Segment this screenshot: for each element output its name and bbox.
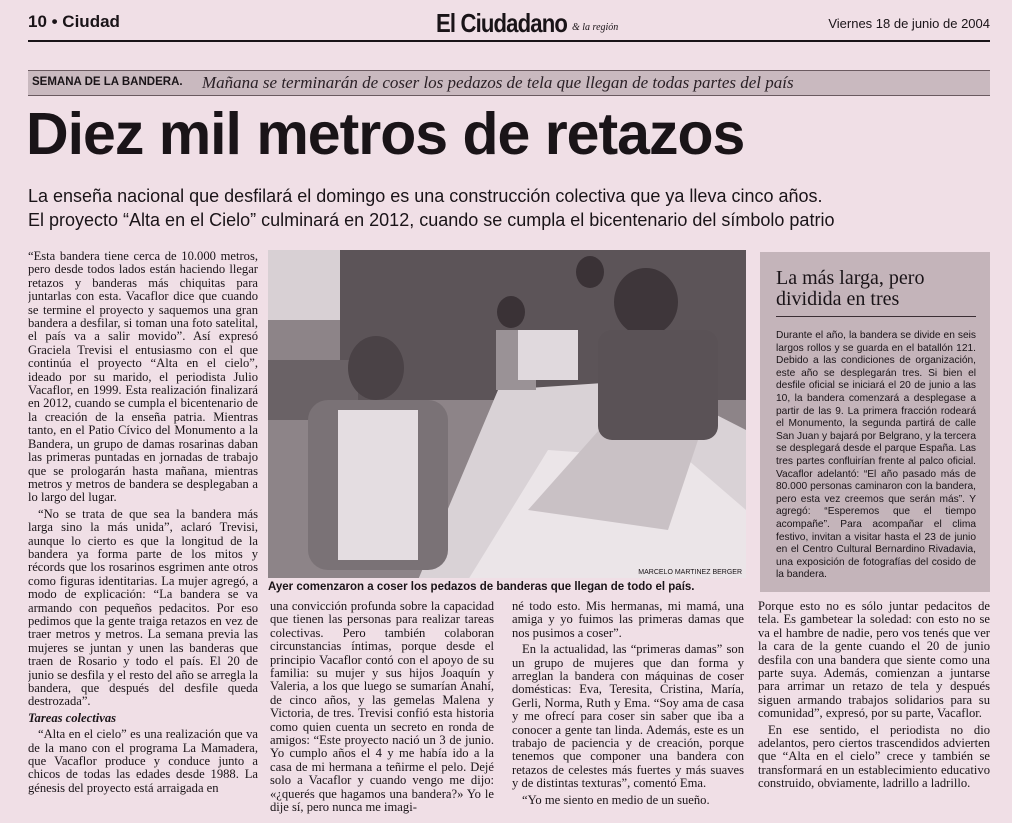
paragraph: Porque esto no es sólo juntar pedacitos de tela. Es gambetear la soledad: con esto no se va el hambre de nadie, pero vos tenés que ver la cara de la gente cuando el 20 de junio desfila con una bandera que siente como una parte suya. Además, comienzan a juntarse para arrimar un retazo de tela y después siguen armando trabajos solidarios para su comunidad”, expresó, por su parte, Vacaflor. [758,600,990,721]
sidebar-box [760,252,990,592]
article-column-3 [512,600,744,820]
photo-credit: MARCELO MARTINEZ BERGER [638,569,742,576]
women-sewing-flag-photo [268,250,746,578]
section-subhead: Tareas colectivas [28,710,117,725]
paragraph: En ese sentido, el periodista no dio adelantos, pero ciertos trascendidos advierten que “Alta en el cielo” crece y también se transformará en un establecimiento educativo construido, obviamente, ladrillo a ladrillo. [758,722,990,791]
issue-date: Viernes 18 de junio de 2004 [828,16,990,31]
deck-line-1: La enseña nacional que desfilará el domingo es una construcción colectiva que ya lleva cinco años. [28,186,823,206]
newspaper-name: El Ciudadano [436,8,568,38]
page-number: 10 • Ciudad [28,12,120,31]
article-column-1 [28,250,258,820]
paragraph: “Alta en el cielo” es una realización que va de la mano con el programa La Mamadera, que Vacaflor produce y conduce junto a chicos de todas las edades desde 1988. La génesis del proyecto está arraigada en [28,727,258,795]
paragraph: “Esta bandera tiene cerca de 10.000 metros, pero desde todos lados están haciendo llegar retazos y banderas más chiquitas para juntarlas con esta. Vacaflor dice que cuando se termine el proyecto y saquemos una gran bandera a desfilar, si toman una foto satelital, el país va a salir movido”. Así expresó Graciela Trevisi el entusiasmo con el que continúa el proyecto “Alta en el cielo”, ideado por su marido, el periodista Julio Vacaflor, en 1999. Esta realización finalizará en 2012, cuando se cumpla el bicentenario de la creación de la enseña patria. Mientras tanto, en el Patio Cívico del Monumento a la Bandera, un grupo de damas rosarinas daban las primeras puntadas en jornadas de trabajo que se prologarán hasta mañana, mientras metros y metros de bandera se desplegaban a lo largo del lugar. [28,250,258,505]
deck-line-2: El proyecto “Alta en el Cielo” culminará en 2012, cuando se cumpla el bicentenario del símbolo patrio [28,210,835,230]
kicker-tag: SEMANA DE LA BANDERA. [32,76,183,88]
paragraph: “No se trata de que sea la bandera más larga sino la más unida”, aclaró Trevisi, aunque lo cierto es que la longitud de la bandera ya forma parte de los mitos y récords que los rosarinos esgrimen ante otros como figuras identitarias. La mujer agregó, a modo de explicación: “La bandera se va armando con pequeños pedacitos. Por eso pedimos que la gente traiga retazos en vez de traer metros y metros. La semana previa las mujeres se juntan y unen las banderas que traen de Rosario y todo el país. El 20 de junio se desfila y el resto del año se arregla la bandera, que después del desfile queda destrozada”. [28,506,258,709]
photo-caption: Ayer comenzaron a coser los pedazos de banderas que llegan de todo el país. [268,581,695,593]
article-column-2 [270,600,494,820]
article-column-4 [758,600,990,820]
newspaper-subname: & la región [572,22,619,33]
sidebar-divider [776,316,976,317]
sidebar-title: La más larga, pero dividida en tres [776,267,925,310]
kicker-text: Mañana se terminarán de coser los pedazos de tela que llegan de todas partes del país [202,73,794,92]
headline: Diez mil metros de retazos [26,101,745,167]
masthead [28,10,990,42]
paragraph: “Yo me siento en medio de un sueño. [522,792,710,807]
paragraph: una convicción profunda sobre la capacidad que tienen las personas para realizar tareas colectivas. Pero también colaboran circunstancias íntimas, porque desde el principio Vacaflor contó con el apoyo de su familia: su mujer y sus hijos Joaquín y Valeria, a los que luego se sumarían Anahí, de cinco años, y las gemelas Malena y Victoria, de tres. Trevisi confió esta historia como quien cuenta un secreto en ronda de amigos: “Este proyecto nació un 3 de junio. Yo cumplo años el 4 y me había ido a la casa de mi hermana a teñirme el pelo. Dejé solo a Vacaflor y cuando vengo me dijo: «¿querés que hagamos una bandera?» Yo le dije sí, pero nunca me imagi- [270,600,494,815]
article-photo [268,250,746,578]
sidebar-body: Durante el año, la bandera se divide en seis largos rollos y se guarda en el batallón 121. Debido a las condiciones de organización, este año se desplegarán tres. Si bien el desfile oficial se iniciará el 20 de junio a las 10, la bandera comenzará a desplegase a partir de las 9. La primera fracción rodeará el Monumento, la segunda partirá de calle San Juan y bajará por Belgrano, y la tercera se desplegará desde el parque España. Las tres partes confluirían frente al palco oficial. Vacaflor adelantó: “El año pasado más de 80.000 personas caminaron con la bandera, pero esta vez creemos que serán más”. Y agregó: “Esperemos que el tiempo acompañe”. Para acompañar el clima festivo, invitan a visitar hasta el 23 de junio en el Centro Cultural Bernardino Rivadavia, una exposición de fotografías del cosido de la bandera. [776,330,976,581]
paragraph: En la actualidad, las “primeras damas” son un grupo de mujeres que dan forma y arreglan la bandera con máquinas de coser domésticas: Eva, Teresita, Cristina, María, Gerli, Norma, Ruth y Ema. “Soy ama de casa y me ofrecí para coser sin saber que iba a conocer a gente tan linda. Además, este es un trabajo de paciencia y de creación, porque tenemos que componer una bandera con retazos de celestes más fuertes y más suaves y de distintas texturas”, comentó Ema. [512,642,744,791]
paragraph: né todo esto. Mis hermanas, mi mamá, una amiga y yo fuimos las primeras damas que nos pusimos a coser”. [512,600,744,640]
kicker-bar [28,70,990,96]
